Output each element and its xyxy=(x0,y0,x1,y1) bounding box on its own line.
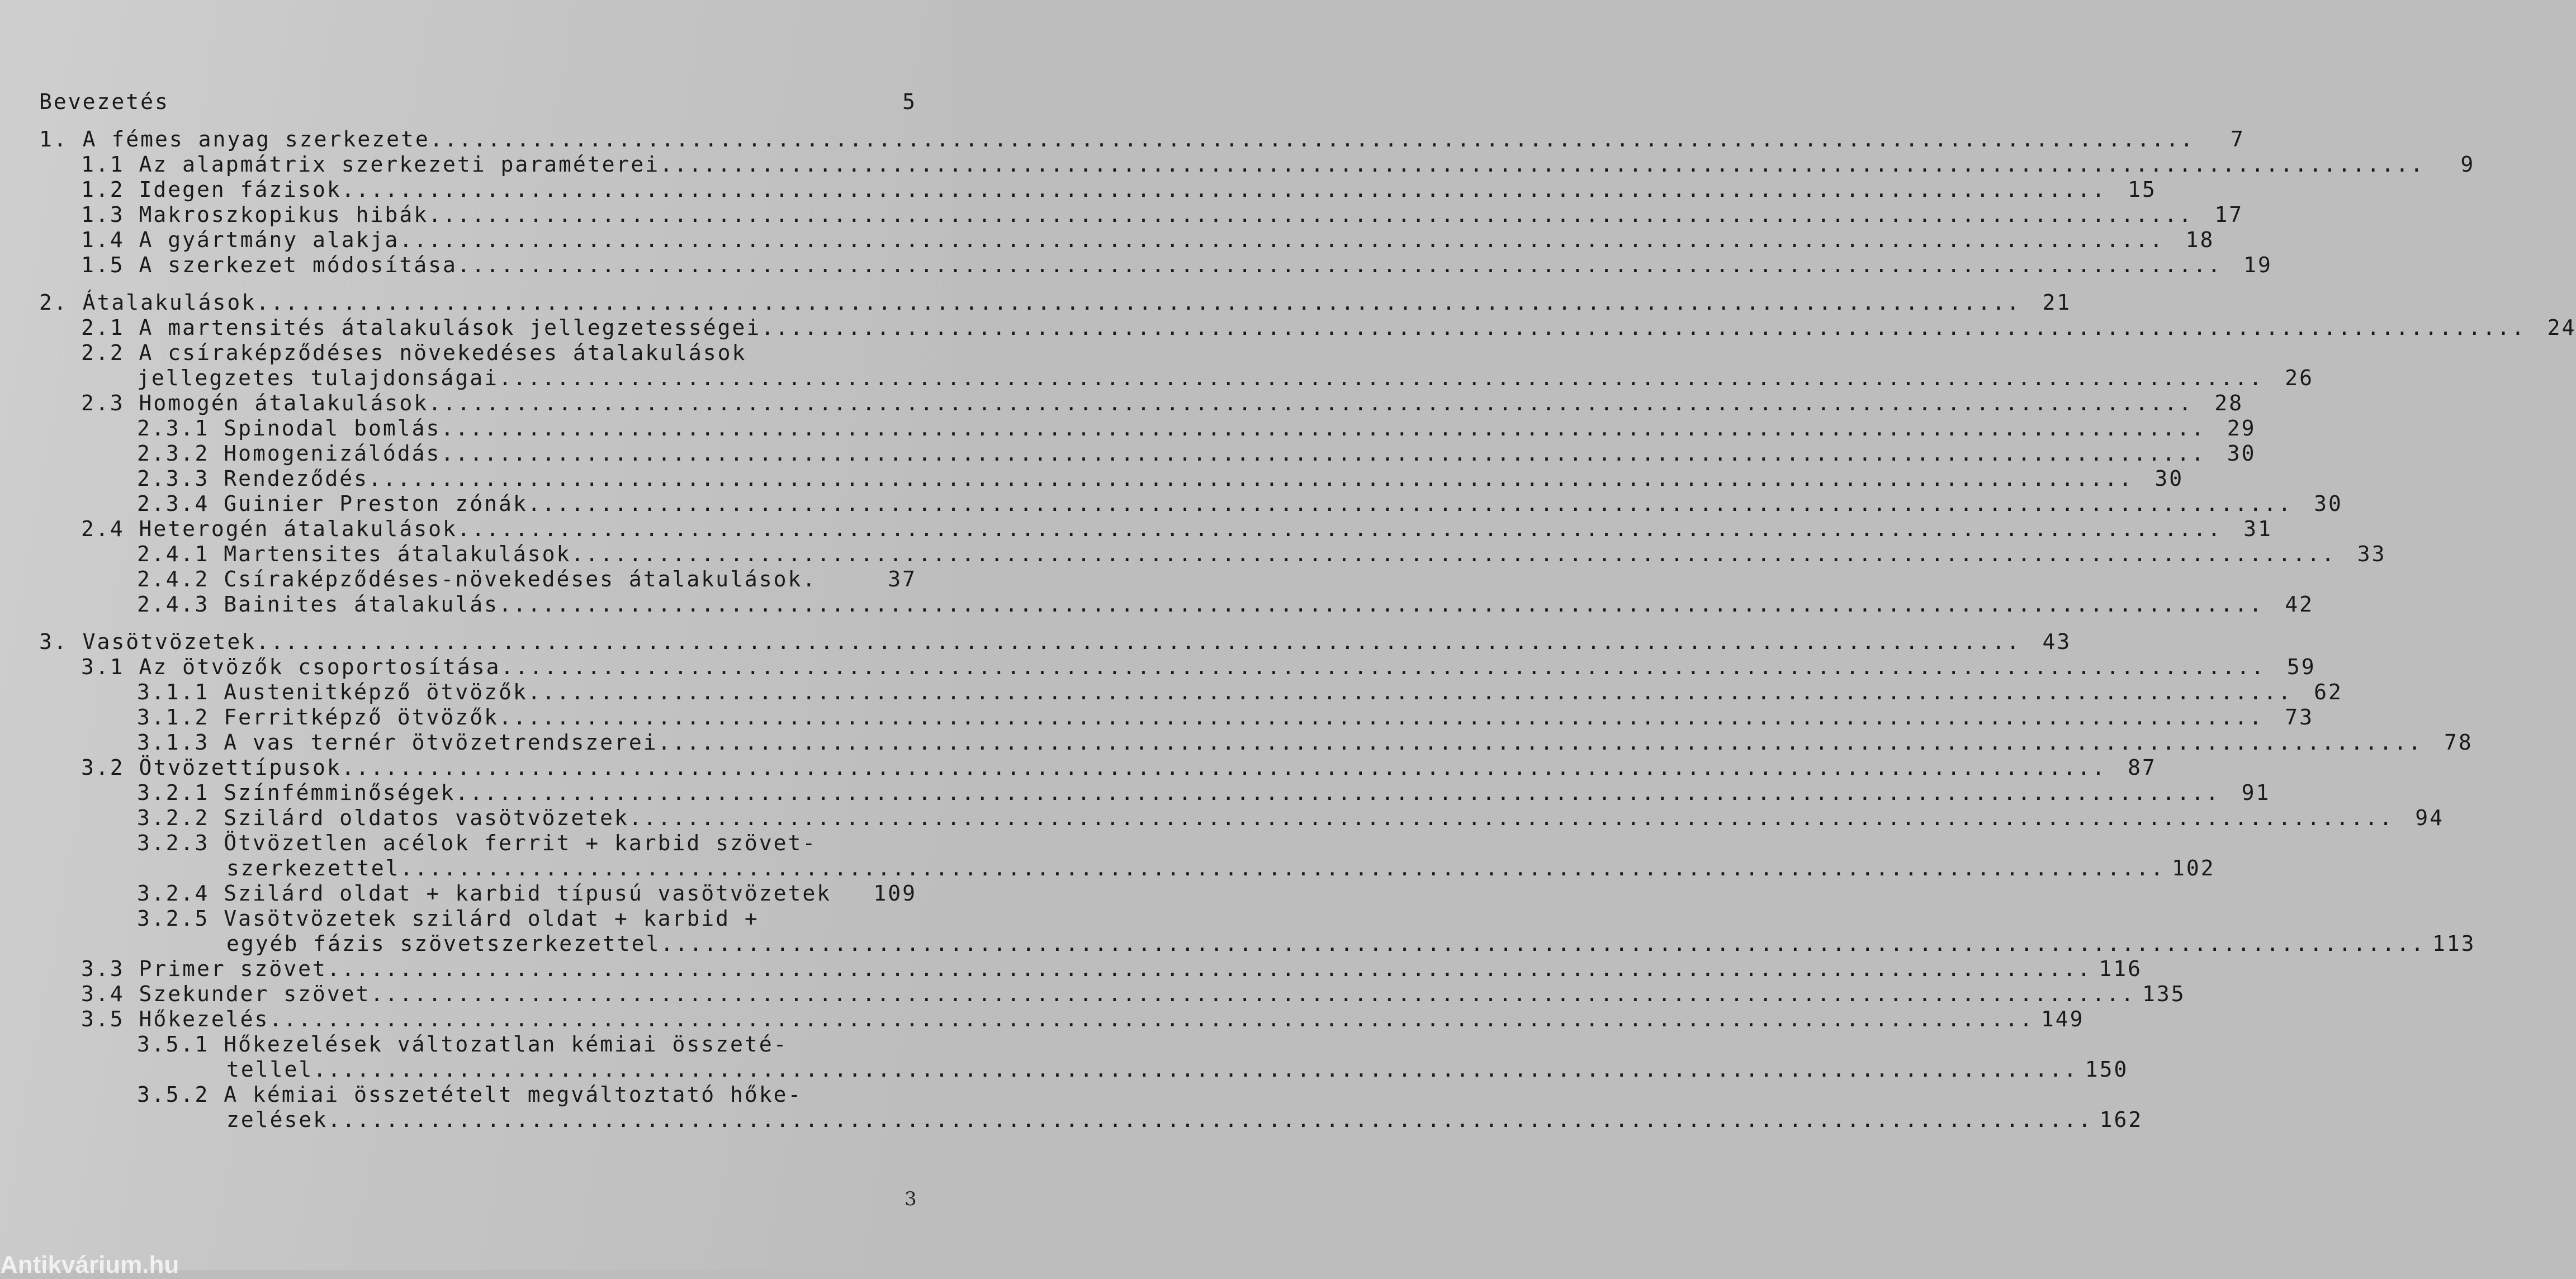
dot-leader: .......................................................................................................................... xyxy=(370,982,2135,1006)
toc-entry-title: 2.2 A csíraképződéses növekedéses átalakulások xyxy=(81,340,747,365)
toc-entry xyxy=(28,1007,2085,1032)
toc-entry-title: 1.4 A gyártmány alakja xyxy=(81,228,400,252)
toc-entry-title: 1.3 Makroszkopikus hibák xyxy=(81,202,429,227)
toc-entry-title: Bevezetés xyxy=(39,89,169,114)
dot-leader: .......................................................................................................................... xyxy=(256,290,2021,315)
dot-leader: .......................................................................................................................... xyxy=(457,517,2222,541)
toc-entry xyxy=(28,466,2184,491)
toc-entry-page: 5 xyxy=(902,89,917,114)
toc-entry-title: 2.3.2 Homogenizálódás xyxy=(137,441,441,466)
toc-entry-page: 113 xyxy=(2432,931,2476,956)
toc-entry-title: 1.1 Az alapmátrix szerkezeti paraméterei xyxy=(81,152,660,177)
toc-entry-page: 21 xyxy=(2042,290,2072,315)
dot-leader: .......................................................................................................................... xyxy=(457,253,2222,277)
dot-leader: .......................................................................................................................... xyxy=(441,441,2206,466)
toc-entry-title: 3.1.3 A vas ternér ötvözetrendszerei xyxy=(137,730,658,755)
toc-entry-title: 3.2 Ötvözettípusok xyxy=(81,755,342,780)
toc-entry xyxy=(28,931,2476,956)
watermark: Antikvárium.hu xyxy=(0,1251,179,1278)
toc-entry-title: 3.2.2 Szilárd oldatos vasötvözetek xyxy=(137,806,629,830)
toc-entry-title: 2.3 Homogén átalakulások xyxy=(81,391,429,415)
toc-entry xyxy=(28,680,2343,705)
toc-entry xyxy=(28,1107,2143,1133)
dot-leader: .......................................................................................................................... xyxy=(400,856,2165,880)
dot-leader: .......................................................................................................................... xyxy=(441,416,2206,440)
toc-entry xyxy=(28,806,2444,831)
toc-entry-page: 9 xyxy=(2460,152,2475,177)
toc-entry-title: 3.4 Szekunder szövet xyxy=(81,982,371,1006)
toc-entry-title: 3.1.1 Austenitképző ötvözők xyxy=(137,680,528,704)
toc-entry-page: 24 xyxy=(2547,315,2576,340)
toc-entry-page: 42 xyxy=(2285,592,2314,617)
toc-entry xyxy=(28,416,2256,441)
toc-entry-title: 3.1 Az ötvözők csoportosítása xyxy=(81,655,501,679)
toc-entry-title: 2.3.4 Guinier Preston zónák xyxy=(137,491,528,516)
toc-entry-page: 87 xyxy=(2128,755,2157,780)
dot-leader: .......................................................................................................................... xyxy=(657,730,2423,755)
toc-entry-page: 135 xyxy=(2142,982,2186,1006)
toc-entry xyxy=(28,517,2272,542)
toc-entry-page: 162 xyxy=(2099,1107,2143,1132)
toc-entry-title: 3.2.4 Szilárd oldat + karbid típusú vasötvözetek xyxy=(137,881,832,906)
toc-entry-page: 29 xyxy=(2227,416,2256,440)
toc-entry-title: 2.4 Heterogén átalakulások xyxy=(81,517,457,541)
dot-leader: .......................................................................................................................... xyxy=(256,629,2021,654)
dot-leader: .......................................................................................................................... xyxy=(761,315,2526,340)
toc-entry-page: 31 xyxy=(2243,517,2272,541)
dot-leader: .......................................................................................................................... xyxy=(498,366,2264,390)
toc-entry-page: 116 xyxy=(2099,956,2143,981)
toc-entry xyxy=(28,315,2576,340)
toc-entry xyxy=(28,127,2245,152)
dot-leader: .......................................................................................................................... xyxy=(527,491,2293,516)
toc-entry-title: 2. Átalakulások xyxy=(39,290,257,315)
dot-leader: .......................................................................................................................... xyxy=(498,705,2264,729)
toc-entry-page: 109 xyxy=(873,881,917,906)
toc-entry xyxy=(28,491,2343,517)
toc-entry-page: 30 xyxy=(2227,441,2256,466)
toc-entry-page: 59 xyxy=(2286,655,2316,679)
toc-entry-page: 26 xyxy=(2285,366,2314,390)
dot-leader: .......................................................................................................................... xyxy=(368,466,2134,491)
toc-entry-page: 30 xyxy=(2314,491,2343,516)
toc-entry xyxy=(28,655,2316,680)
toc-entry-title: zelések xyxy=(226,1107,328,1132)
toc-entry-page: 43 xyxy=(2042,629,2072,654)
toc-entry-title: jellegzetes tulajdonságai xyxy=(137,366,499,390)
toc-entry-page: 19 xyxy=(2243,253,2272,277)
dot-leader: .......................................................................................................................... xyxy=(660,152,2425,177)
toc-entry-page: 28 xyxy=(2214,391,2244,415)
toc-entry xyxy=(28,592,2314,617)
dot-leader: .......................................................................................................................... xyxy=(269,1007,2034,1031)
toc-entry xyxy=(28,366,2314,391)
toc-entry-page: 91 xyxy=(2241,780,2271,805)
toc-entry-title: 3.2.3 Ötvözetlen acélok ferrit + karbid szövet- xyxy=(137,831,817,855)
toc-entry-title: egyéb fázis szövetszerkezettel xyxy=(226,931,661,956)
dot-leader: .......................................................................................................................... xyxy=(498,592,2264,617)
toc-entry-page: 94 xyxy=(2415,806,2444,830)
toc-entry-title: 1.2 Idegen fázisok xyxy=(81,177,342,202)
dot-leader: .......................................................................................................................... xyxy=(428,202,2194,227)
toc-entry xyxy=(28,152,2475,177)
toc-entry xyxy=(28,391,2244,416)
dot-leader: .......................................................................................................................... xyxy=(313,1057,2078,1082)
dot-leader: .......................................................................................................................... xyxy=(628,806,2394,830)
toc-entry xyxy=(28,340,917,366)
toc-entry-page: 15 xyxy=(2128,177,2157,202)
toc-entry-title: 3.1.2 Ferritképző ötvözők xyxy=(137,705,499,729)
dot-leader: .......................................................................................................................... xyxy=(341,177,2106,202)
toc-entry xyxy=(28,89,917,115)
toc-entry-title: 3.5 Hőkezelés xyxy=(81,1007,269,1031)
dot-leader: .......................................................................................................................... xyxy=(500,655,2266,679)
toc-entry-title: 3.5.2 A kémiai összetételt megváltoztató hőke- xyxy=(137,1082,803,1107)
toc-entry-page: 149 xyxy=(2040,1007,2085,1031)
toc-entry-title: 2.3.1 Spinodal bomlás xyxy=(137,416,441,440)
table-of-contents xyxy=(28,89,2576,1133)
toc-entry-title: 3.5.1 Hőkezelések változatlan kémiai összeté- xyxy=(137,1032,788,1057)
toc-entry xyxy=(28,177,2157,202)
toc-entry-page: 33 xyxy=(2357,542,2386,566)
toc-entry-page: 102 xyxy=(2172,856,2215,880)
toc-entry-page: 18 xyxy=(2185,228,2215,252)
toc-entry-page: 73 xyxy=(2285,705,2314,729)
toc-entry xyxy=(28,1032,917,1057)
toc-entry xyxy=(28,202,2244,228)
toc-entry-title: 2.4.2 Csíraképződéses-növekedéses átalakulások. xyxy=(137,567,817,591)
toc-entry xyxy=(28,881,917,906)
dot-leader: .......................................................................................................................... xyxy=(328,1107,2093,1132)
dot-leader: .......................................................................................................................... xyxy=(660,931,2426,956)
toc-entry xyxy=(28,705,2314,730)
toc-entry xyxy=(28,253,2272,278)
toc-entry-title: 2.3.3 Rendeződés xyxy=(137,466,369,491)
toc-entry xyxy=(28,567,917,592)
toc-entry xyxy=(28,755,2157,780)
toc-entry-page: 62 xyxy=(2314,680,2343,704)
toc-entry-page: 30 xyxy=(2154,466,2184,491)
toc-entry-title: 1.5 A szerkezet módosítása xyxy=(81,253,457,277)
toc-entry-title: 3. Vasötvözetek xyxy=(39,629,257,654)
dot-leader: .......................................................................................................................... xyxy=(455,780,2220,805)
toc-entry xyxy=(28,906,917,931)
toc-entry-title: 3.2.5 Vasötvözetek szilárd oldat + karbid + xyxy=(137,906,759,931)
toc-entry xyxy=(28,542,2386,567)
toc-entry-title: 2.1 A martensités átalakulások jellegzetességei xyxy=(81,315,761,340)
toc-entry xyxy=(28,1082,917,1107)
toc-entry-page: 7 xyxy=(2230,127,2245,151)
toc-entry-title: 1. A fémes anyag szerkezete xyxy=(39,127,430,151)
toc-entry-title: 2.4.3 Bainites átalakulás xyxy=(137,592,499,617)
toc-entry xyxy=(28,1057,2129,1082)
dot-leader: .......................................................................................................................... xyxy=(399,228,2165,252)
toc-entry-page: 17 xyxy=(2214,202,2244,227)
toc-entry xyxy=(28,290,2072,315)
toc-entry xyxy=(28,856,2215,881)
dot-leader: .......................................................................................................................... xyxy=(429,127,2195,151)
toc-entry xyxy=(28,831,917,856)
dot-leader: .......................................................................................................................... xyxy=(428,391,2194,415)
toc-entry-title: 3.3 Primer szövet xyxy=(81,956,327,981)
toc-entry xyxy=(28,629,2072,655)
toc-entry-page: 37 xyxy=(888,567,917,591)
toc-entry xyxy=(28,780,2271,806)
toc-entry-title: 3.2.1 Színfémminőségek xyxy=(137,780,456,805)
dot-leader: .......................................................................................................................... xyxy=(527,680,2293,704)
toc-entry xyxy=(28,441,2256,466)
toc-entry-page: 78 xyxy=(2444,730,2473,755)
page-number: 3 xyxy=(905,1188,917,1210)
toc-entry xyxy=(28,228,2215,253)
dot-leader: .......................................................................................................................... xyxy=(326,956,2092,981)
dot-leader: .......................................................................................................................... xyxy=(571,542,2336,566)
toc-entry-page: 150 xyxy=(2085,1057,2129,1082)
toc-entry-title: szerkezettel xyxy=(226,856,400,880)
dot-leader: .......................................................................................................................... xyxy=(341,755,2106,780)
toc-entry-title: 2.4.1 Martensites átalakulások xyxy=(137,542,571,566)
toc-entry xyxy=(28,982,2186,1007)
toc-entry xyxy=(28,956,2143,982)
toc-entry xyxy=(28,730,2473,755)
toc-entry-title: tellel xyxy=(226,1057,314,1082)
